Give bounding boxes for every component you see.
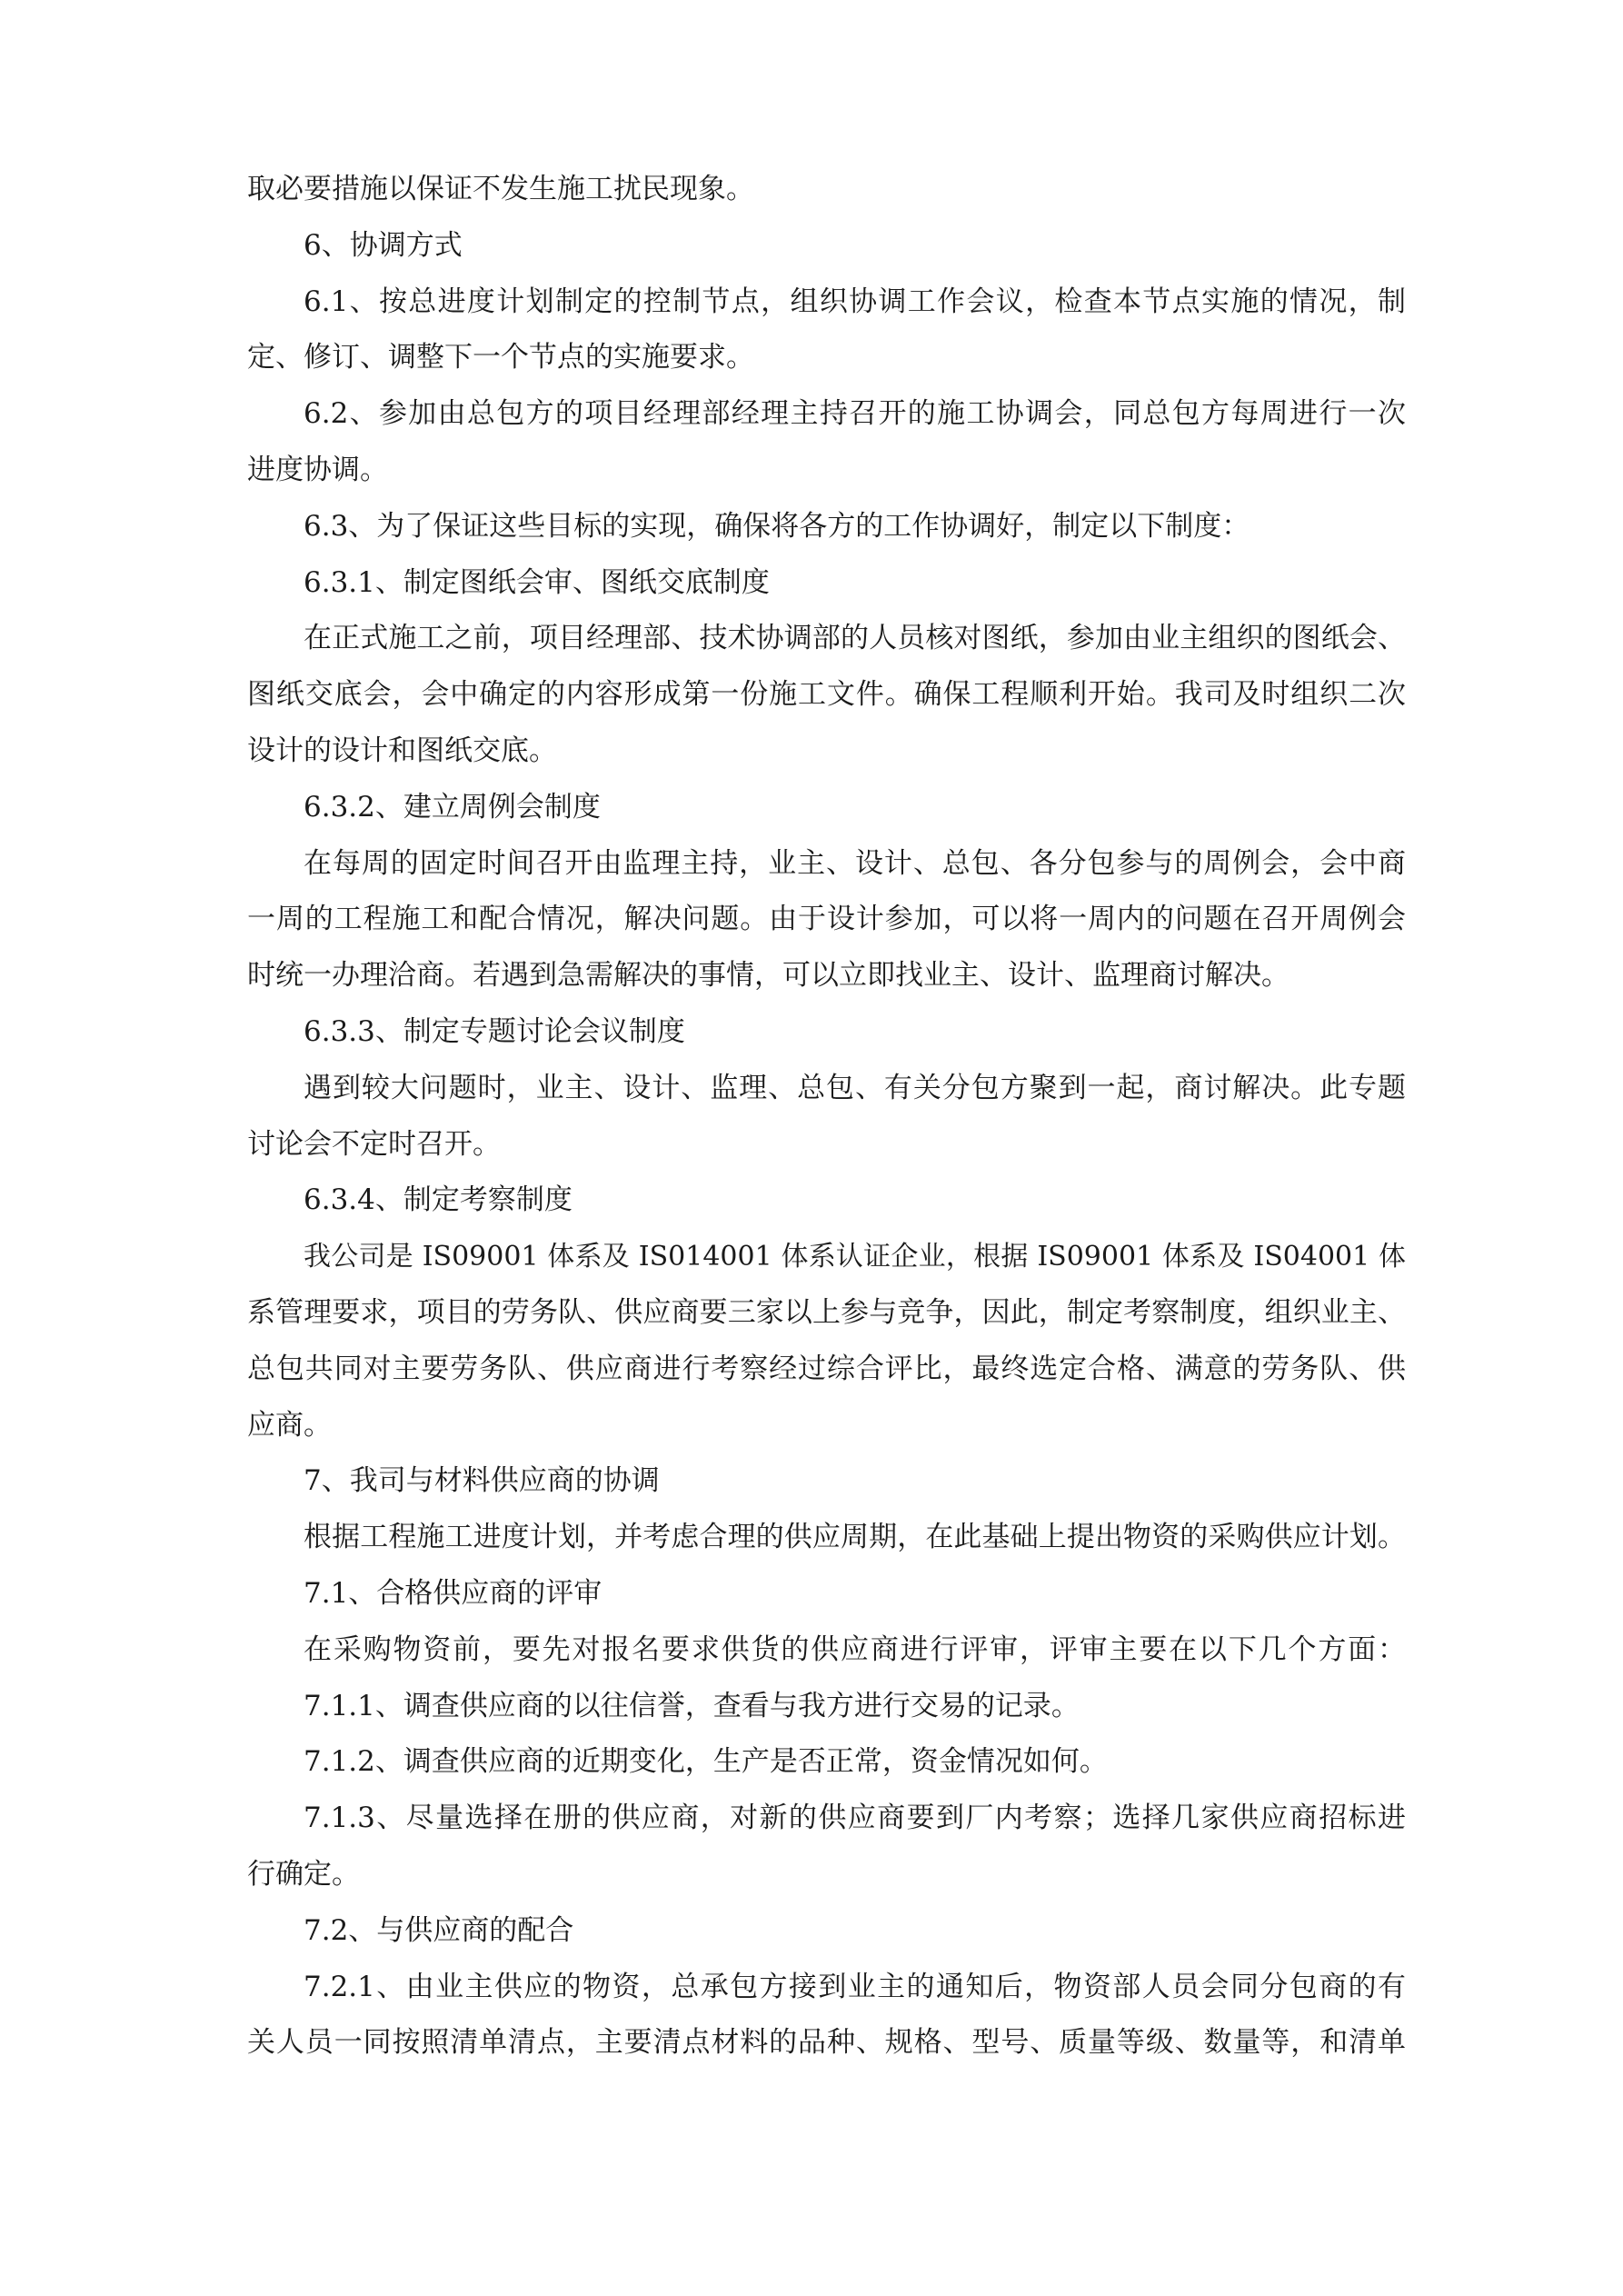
text-line: 7.1.1、调查供应商的以往信誉，查看与我方进行交易的记录。 [304,1689,1080,1722]
text-line: 讨论会不定时召开。 [247,1127,501,1161]
text-line: 根据工程施工进度计划，并考虑合理的供应周期，在此基础上提出物资的采购供应计划。 [304,1521,1406,1554]
text-line: 应商。 [247,1408,332,1442]
text-line: 定、修订、调整下一个节点的实施要求。 [247,341,754,374]
document-body [247,162,1406,2071]
heading-line: 6.3.1、制定图纸会审、图纸交底制度 [304,565,770,599]
text-line: 6.1、按总进度计划制定的控制节点，组织协调工作会议，检查本节点实施的情况，制 [304,285,1406,318]
text-line: 6.3、为了保证这些目标的实现，确保将各方的工作协调好，制定以下制度： [304,509,1250,543]
text-line: 进度协调。 [247,453,388,486]
text-line: 行确定。 [247,1857,360,1891]
text-line: 7.1.2、调查供应商的近期变化，生产是否正常，资金情况如何。 [304,1745,1108,1779]
text-line: 一周的工程施工和配合情况，解决问题。由于设计参加，可以将一周内的问题在召开周例会 [247,903,1406,936]
heading-line: 7.2、与供应商的配合 [304,1913,574,1947]
text-line: 在正式施工之前，项目经理部、技术协调部的人员核对图纸，参加由业主组织的图纸会、 [304,622,1406,655]
text-line: 系管理要求，项目的劳务队、供应商要三家以上参与竞争，因此，制定考察制度，组织业主、 [247,1295,1406,1329]
heading-line: 7.1、合格供应商的评审 [304,1576,602,1610]
text-line: 7.1.3、尽量选择在册的供应商，对新的供应商要到厂内考察；选择几家供应商招标进 [304,1802,1406,1835]
heading-line: 6、协调方式 [304,228,463,262]
text-line: 6.2、参加由总包方的项目经理部经理主持召开的施工协调会，同总包方每周进行一次 [304,397,1406,431]
text-line: 关人员一同按照清单清点，主要清点材料的品种、规格、型号、质量等级、数量等，和清单 [247,2026,1406,2060]
text-line: 在每周的固定时间召开由监理主持，业主、设计、总包、各分包参与的周例会，会中商 [304,846,1406,880]
text-line: 7.2.1、由业主供应的物资，总承包方接到业主的通知后，物资部人员会同分包商的有 [304,1970,1406,2003]
text-line: 在采购物资前，要先对报名要求供货的供应商进行评审，评审主要在以下几个方面： [304,1632,1406,1666]
text-line: 总包共同对主要劳务队、供应商进行考察经过综合评比，最终选定合格、满意的劳务队、供 [247,1352,1406,1385]
text-line: 我公司是 IS09001 体系及 IS014001 体系认证企业，根据 IS09001 体系及 IS04001 体 [304,1241,1406,1273]
heading-line: 6.3.4、制定考察制度 [304,1183,573,1217]
text-line: 图纸交底会，会中确定的内容形成第一份施工文件。确保工程顺利开始。我司及时组织二次 [247,678,1406,712]
heading-line: 6.3.2、建立周例会制度 [304,790,601,824]
text-line: 取必要措施以保证不发生施工扰民现象。 [247,173,754,205]
text-line: 设计的设计和图纸交底。 [247,734,557,767]
text-line: 时统一办理洽商。若遇到急需解决的事情，可以立即找业主、设计、监理商讨解决。 [247,959,1289,993]
text-line: 遇到较大问题时，业主、设计、监理、总包、有关分包方聚到一起，商讨解决。此专题 [304,1071,1406,1104]
heading-line: 6.3.3、制定专题讨论会议制度 [304,1014,685,1048]
heading-line: 7、我司与材料供应商的协调 [304,1464,660,1498]
